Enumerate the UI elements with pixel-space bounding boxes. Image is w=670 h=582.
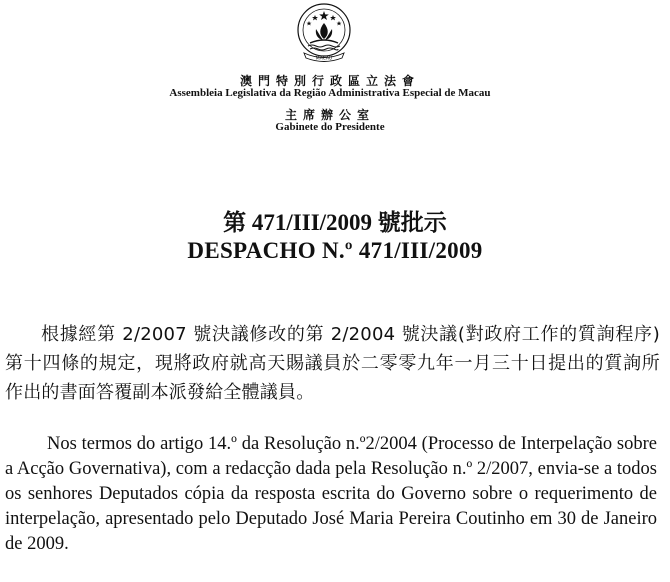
- dispatch-title-pt: DESPACHO N.º 471/III/2009: [187, 238, 483, 263]
- macau-emblem-icon: [288, 2, 360, 64]
- assembly-name-pt: Assembleia Legislativa da Região Administrativa Especial de Macau: [169, 87, 491, 99]
- emblem-ribbon-text: MACAU: [315, 56, 333, 62]
- body-paragraph-zh: 根據經第 2/2007 號決議修改的第 2/2004 號決議(對政府工作的質詢程序)第十四條的規定，現將政府就高天賜議員於二零零九年一月三十日提出的質詢所作出的書面答覆副本派發給全體議員。: [5, 324, 660, 403]
- body-paragraph-pt: Nos termos do artigo 14.º da Resolução n.º2/2004 (Processo de Interpelação sobre a Acção Governativa), com a redacção dada pela Resolução n.º 2/2007, envia-se a todos os senhores Deputados cópia da resposta escrita do Governo sobre o requerimento de interpelação, apresentado pelo Deputado José Maria Pereira Coutinho em 30 de Janeiro de 2009.: [5, 434, 657, 554]
- office-name-zh: 主席辦公室: [284, 108, 375, 122]
- assembly-name-zh: 澳門特別行政區立法會: [239, 74, 420, 88]
- dispatch-title-zh: 第 471/III/2009 號批示: [223, 210, 447, 235]
- office-name-pt: Gabinete do Presidente: [275, 121, 385, 133]
